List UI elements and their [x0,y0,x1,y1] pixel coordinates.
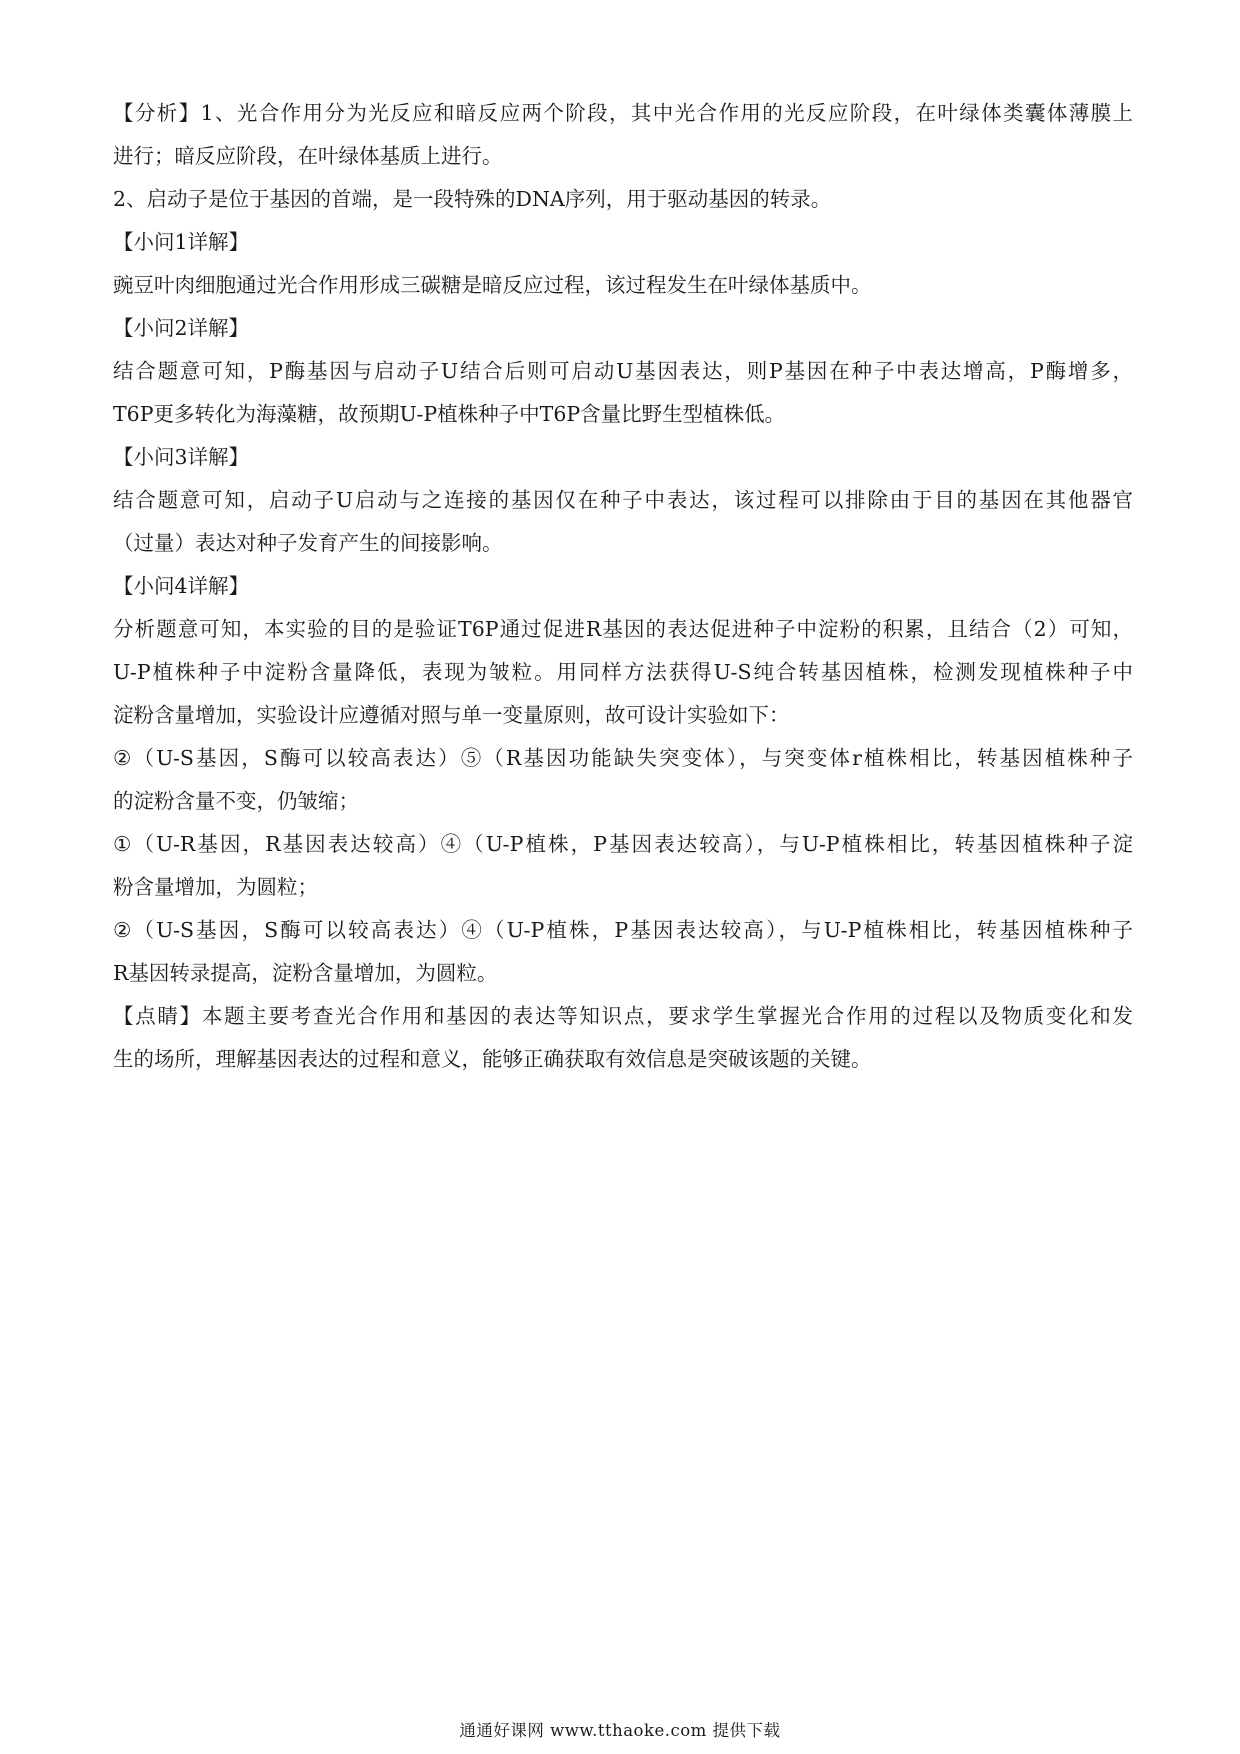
text-line: 淀粉含量增加，实验设计应遵循对照与单一变量原则，故可设计实验如下： [113,703,790,727]
text-line: 【分析】1、光合作用分为光反应和暗反应两个阶段，其中光合作用的光反应阶段，在叶绿体类囊体薄膜上 [113,101,1133,125]
section-heading: 【小问1详解】 [113,230,250,254]
text-line: 2、启动子是位于基因的首端，是一段特殊的DNA序列，用于驱动基因的转录。 [113,187,832,211]
document-body [113,98,1133,1087]
text-line: 结合题意可知，启动子U启动与之连接的基因仅在种子中表达，该过程可以排除由于目的基因在其他器官 [113,488,1133,512]
text-line: T6P更多转化为海藻糖，故预期U-P植株种子中T6P含量比野生型植株低。 [113,402,786,426]
section-heading: 【小问4详解】 [113,574,250,598]
text-line: 豌豆叶肉细胞通过光合作用形成三碳糖是暗反应过程，该过程发生在叶绿体基质中。 [113,273,872,297]
text-line: ②（U-S基因，S酶可以较高表达）⑤（R基因功能缺失突变体），与突变体r植株相比，转基因植株种子 [113,746,1133,770]
text-line: ②（U-S基因，S酶可以较高表达）④（U-P植株，P基因表达较高），与U-P植株相比，转基因植株种子 [113,918,1133,942]
page-footer: 通通好课网 www.tthaoke.com 提供下载 [459,1721,781,1740]
text-line: 【点睛】本题主要考查光合作用和基因的表达等知识点，要求学生掌握光合作用的过程以及物质变化和发 [113,1004,1133,1028]
text-line: R基因转录提高，淀粉含量增加，为圆粒。 [113,961,498,985]
section-heading: 【小问2详解】 [113,316,250,340]
text-line: 分析题意可知，本实验的目的是验证T6P通过促进R基因的表达促进种子中淀粉的积累，且结合（2）可知， [113,617,1133,641]
text-line: 粉含量增加，为圆粒； [113,875,318,899]
text-line: 进行；暗反应阶段，在叶绿体基质上进行。 [113,144,503,168]
section-heading: 【小问3详解】 [113,445,250,469]
text-line: 的淀粉含量不变，仍皱缩； [113,789,359,813]
text-line: U-P植株种子中淀粉含量降低，表现为皱粒。用同样方法获得U-S纯合转基因植株，检测发现植株种子中 [113,660,1133,684]
text-line: ①（U-R基因，R基因表达较高）④（U-P植株，P基因表达较高），与U-P植株相比，转基因植株种子淀 [113,832,1133,856]
text-line: 生的场所，理解基因表达的过程和意义，能够正确获取有效信息是突破该题的关键。 [113,1047,872,1071]
text-line: （过量）表达对种子发育产生的间接影响。 [113,531,503,555]
text-line: 结合题意可知，P酶基因与启动子U结合后则可启动U基因表达，则P基因在种子中表达增高，P酶增多， [113,359,1133,383]
